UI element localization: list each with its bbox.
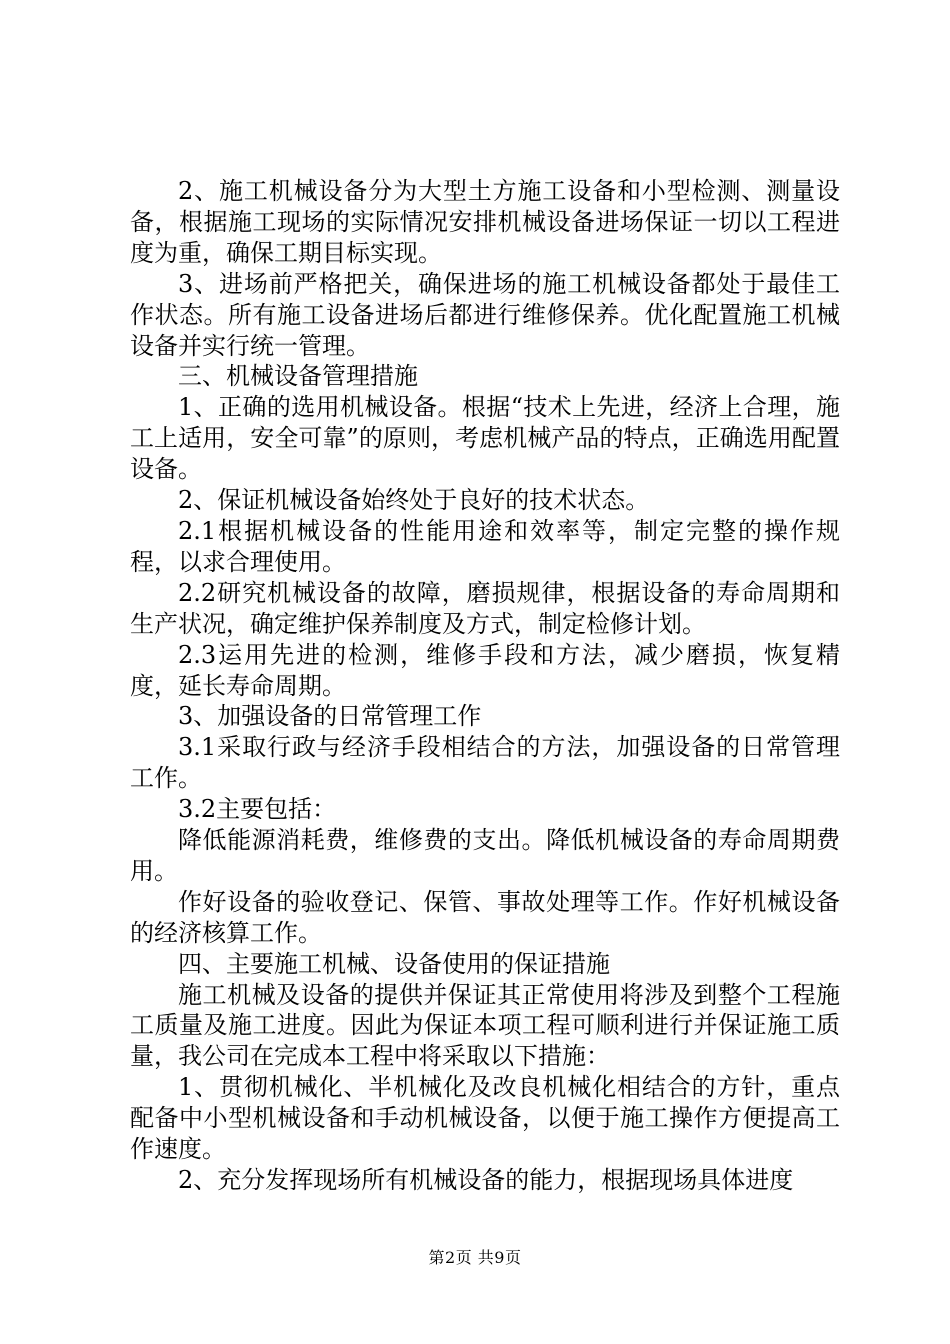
paragraph: 2.3运用先进的检测，维修手段和方法，减少磨损，恢复精度，延长寿命周期。 <box>130 640 840 700</box>
paragraph: 2.1根据机械设备的性能用途和效率等，制定完整的操作规程，以求合理使用。 <box>130 516 840 576</box>
paragraph: 2.2研究机械设备的故障，磨损规律，根据设备的寿命周期和生产状况，确定维护保养制度及方式，制定检修计划。 <box>130 578 840 638</box>
paragraph: 3、进场前严格把关，确保进场的施工机械设备都处于最佳工作状态。所有施工设备进场后都进行维修保养。优化配置施工机械设备并实行统一管理。 <box>130 269 840 360</box>
paragraph: 2、施工机械设备分为大型土方施工设备和小型检测、测量设备，根据施工现场的实际情况安排机械设备进场保证一切以工程进度为重，确保工期目标实现。 <box>130 177 840 267</box>
paragraph: 2、保证机械设备始终处于良好的技术状态。 <box>178 486 650 515</box>
section-heading: 四、主要施工机械、设备使用的保证措施 <box>178 949 610 978</box>
paragraph: 3.1采取行政与经济手段相结合的方法，加强设备的日常管理工作。 <box>130 733 840 793</box>
paragraph: 作好设备的验收登记、保管、事故处理等工作。作好机械设备的经济核算工作。 <box>130 887 840 947</box>
paragraph: 降低能源消耗费，维修费的支出。降低机械设备的寿命周期费用。 <box>130 826 840 885</box>
paragraph: 3、加强设备的日常管理工作 <box>178 702 482 731</box>
paragraph: 1、正确的选用机械设备。根据“技术上先进，经济上合理，施工上适用，安全可靠”的原则，考虑机械产品的特点，正确选用配置设备。 <box>130 393 840 484</box>
paragraph: 1、贯彻机械化、半机械化及改良机械化相结合的方针，重点配备中小型机械设备和手动机械设备，以便于施工操作方便提高工作速度。 <box>130 1073 840 1164</box>
paragraph: 施工机械及设备的提供并保证其正常使用将涉及到整个工程施工质量及施工进度。因此为保证本项工程可顺利进行并保证施工质量，我公司在完成本工程中将采取以下措施： <box>130 980 840 1071</box>
paragraph: 3.2主要包括： <box>178 795 337 824</box>
paragraph: 2、充分发挥现场所有机械设备的能力，根据现场具体进度 <box>178 1166 794 1194</box>
document-body <box>130 176 840 1196</box>
page-footer: 第2页 共9页 <box>428 1248 522 1267</box>
section-heading: 三、机械设备管理措施 <box>178 362 418 391</box>
